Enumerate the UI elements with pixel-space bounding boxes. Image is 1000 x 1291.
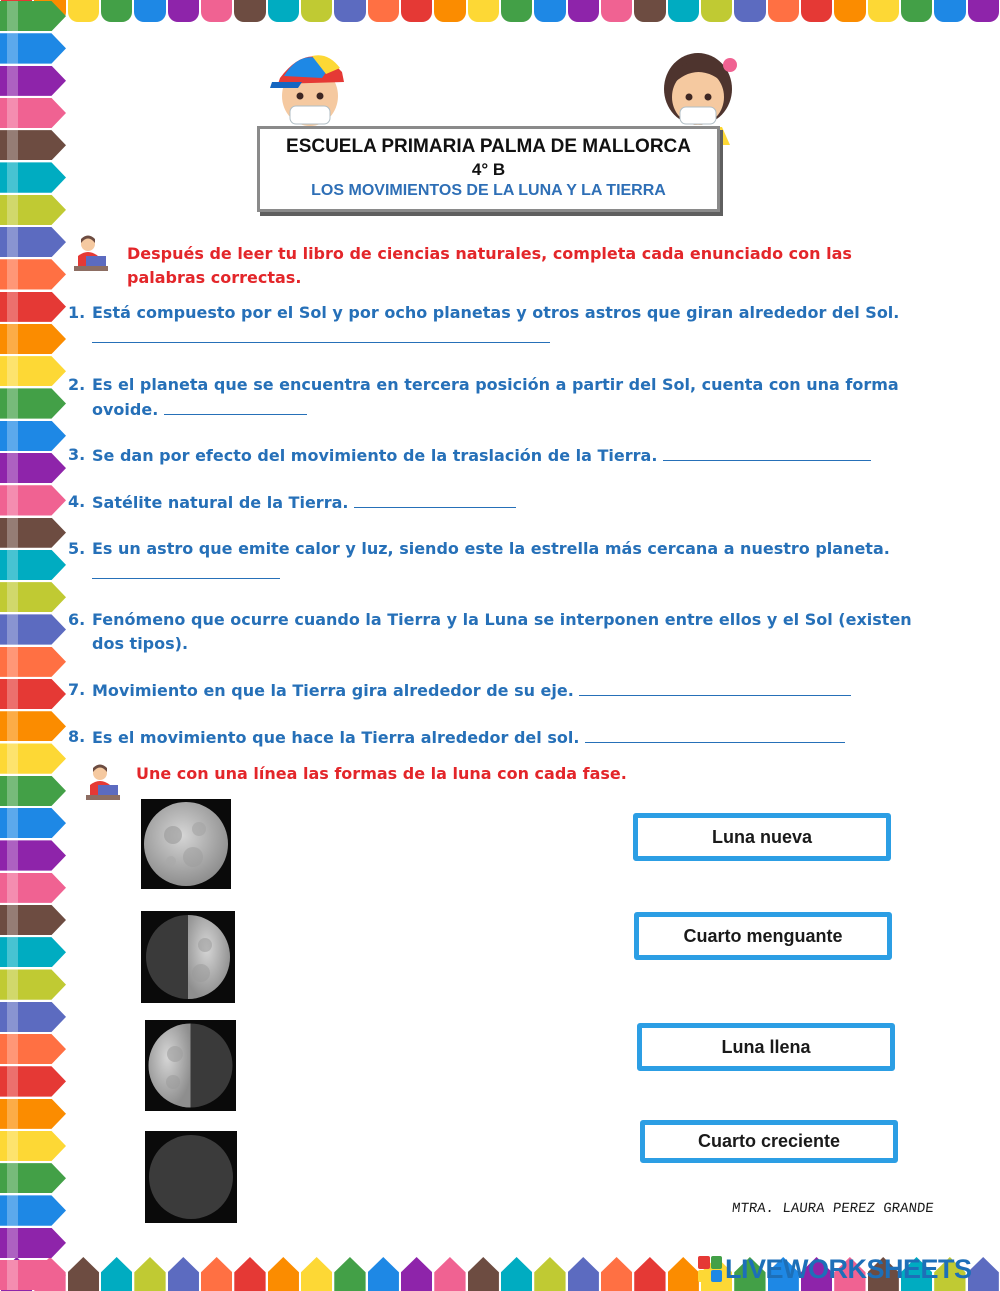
pencil-decoration [0,873,66,903]
pencil-decoration [101,1257,132,1291]
pencil-decoration [0,33,66,63]
pencil-decoration [0,421,66,451]
phase-box-luna-nueva[interactable]: Luna nueva [633,813,891,861]
pencil-decoration [68,0,99,22]
title-box [257,126,720,212]
pencil-decoration [368,1257,399,1291]
pencil-decoration [0,1195,66,1225]
question-text: Se dan por efecto del movimiento de la traslación de la Tierra. [92,446,658,465]
pencil-decoration [0,162,66,192]
worksheet-topic: LOS MOVIMIENTOS DE LA LUNA Y LA TIERRA [311,182,666,199]
pencil-decoration [0,1066,66,1096]
question-3 [68,443,928,468]
pencil-decoration [0,776,66,806]
author-signature: MTRA. LAURA PEREZ GRANDE [731,1201,935,1217]
pencil-decoration [134,1257,165,1291]
reading-student-icon [74,234,108,272]
pencil-decoration [0,1099,66,1129]
pencil-decoration [0,937,66,967]
pencil-decoration [0,1260,66,1290]
question-text: Es un astro que emite calor y luz, siendo este la estrella más cercana a nuestro planeta. [92,539,890,558]
pencil-decoration [0,324,66,354]
pencil-decoration [134,0,165,22]
pencil-decoration [168,1257,199,1291]
pencil-decoration [0,388,66,418]
pencil-decoration [0,1002,66,1032]
pencil-decoration [401,0,432,22]
pencil-decoration [234,0,265,22]
pencil-decoration [768,0,799,22]
pencil-decoration [501,1257,532,1291]
pencil-decoration [434,0,465,22]
question-number: 6. [68,610,86,629]
pencil-decoration [0,98,66,128]
pencil-decoration [368,0,399,22]
question-text: Satélite natural de la Tierra. [92,493,349,512]
question-6 [68,608,928,656]
pencil-decoration [0,1034,66,1064]
pencil-decoration [0,808,66,838]
pencil-decoration [334,1257,365,1291]
pencil-decoration [0,1228,66,1258]
pencil-decoration [0,840,66,870]
question-5 [68,537,928,586]
answer-blank-7[interactable] [579,678,851,696]
pencil-decoration [0,679,66,709]
question-number: 7. [68,680,86,699]
moon-new-image[interactable] [145,1131,237,1223]
pencil-decoration [0,259,66,289]
reading-student-icon [86,763,120,801]
question-number: 3. [68,445,86,464]
pencil-decoration [468,1257,499,1291]
pencil-decoration [0,1131,66,1161]
liveworksheets-logo-icon [698,1256,722,1282]
question-number: 8. [68,727,86,746]
pencil-decoration [0,647,66,677]
instruction-part2: Une con una línea las formas de la luna con cada fase. [136,764,627,783]
pencil-decoration [0,518,66,548]
answer-blank-8[interactable] [585,725,845,743]
pencil-decoration [0,195,66,225]
phase-box-cuarto-menguante[interactable]: Cuarto menguante [634,912,892,960]
pencil-decoration [334,0,365,22]
pencil-decoration [268,0,299,22]
question-1 [68,301,928,350]
pencil-decoration [801,0,832,22]
pencil-decoration [534,0,565,22]
question-text: Fenómeno que ocurre cuando la Tierra y la Luna se interponen entre ellos y el Sol (existen dos tipos). [92,610,912,653]
pencil-decoration [601,1257,632,1291]
question-text: Es el planeta que se encuentra en tercera posición a partir del Sol, cuenta con una forma ovoide. [92,375,899,419]
grade-label: 4° B [471,160,506,179]
question-4 [68,490,928,515]
pencil-decoration [834,0,865,22]
pencil-decoration [268,1257,299,1291]
pencil-decoration [734,0,765,22]
question-8 [68,725,928,750]
pencil-decoration [701,0,732,22]
pencil-decoration [0,66,66,96]
pencil-decoration [601,0,632,22]
pencil-decoration [0,711,66,741]
pencil-decoration [0,614,66,644]
pencil-decoration [634,1257,665,1291]
pencil-border-top [0,0,1000,22]
phase-box-cuarto-creciente[interactable]: Cuarto creciente [640,1120,898,1163]
pencil-decoration [0,550,66,580]
pencil-border-left [0,0,66,1291]
pencil-decoration [301,1257,332,1291]
brand-name: LIVEWORKSHEETS [725,1253,972,1284]
phase-box-luna-llena[interactable]: Luna llena [637,1023,895,1071]
pencil-decoration [0,969,66,999]
pencil-decoration [0,1,66,31]
pencil-decoration [0,905,66,935]
pencil-decoration [0,292,66,322]
pencil-decoration [434,1257,465,1291]
answer-blank-1[interactable] [92,325,550,343]
question-number: 5. [68,539,86,558]
pencil-decoration [234,1257,265,1291]
answer-blank-2[interactable] [164,397,307,415]
pencil-decoration [534,1257,565,1291]
pencil-decoration [0,582,66,612]
question-2 [68,373,928,422]
pencil-decoration [0,130,66,160]
pencil-decoration [501,0,532,22]
pencil-decoration [0,356,66,386]
pencil-decoration [468,0,499,22]
moon-full-image[interactable] [141,799,231,889]
pencil-decoration [0,1163,66,1193]
pencil-decoration [68,1257,99,1291]
liveworksheets-brand [698,1254,972,1284]
question-number: 2. [68,375,86,394]
pencil-decoration [668,0,699,22]
pencil-decoration [168,0,199,22]
pencil-decoration [101,0,132,22]
pencil-decoration [201,1257,232,1291]
school-name: ESCUELA PRIMARIA PALMA DE MALLORCA [286,136,691,157]
pencil-decoration [868,0,899,22]
question-number: 4. [68,492,86,511]
answer-blank-5[interactable] [92,561,280,579]
answer-blank-3[interactable] [663,443,871,461]
pencil-decoration [0,743,66,773]
question-text: Es el movimiento que hace la Tierra alrededor del sol. [92,728,580,747]
pencil-decoration [568,1257,599,1291]
pencil-decoration [568,0,599,22]
pencil-decoration [301,0,332,22]
question-number: 1. [68,303,86,322]
pencil-decoration [0,453,66,483]
pencil-border-right [940,0,1000,1291]
pencil-decoration [0,485,66,515]
moon-half-left-lit-image[interactable] [145,1020,236,1111]
pencil-decoration [0,227,66,257]
pencil-decoration [668,1257,699,1291]
pencil-decoration [201,0,232,22]
pencil-decoration [634,0,665,22]
question-text: Movimiento en que la Tierra gira alrededor de su eje. [92,681,574,700]
pencil-decoration [901,0,932,22]
moon-half-right-lit-image[interactable] [141,911,235,1003]
answer-blank-4[interactable] [354,490,516,508]
pencil-decoration [401,1257,432,1291]
question-7 [68,678,928,703]
instruction-part1: Después de leer tu libro de ciencias naturales, completa cada enunciado con las palabras correctas. [127,244,852,287]
question-text: Está compuesto por el Sol y por ocho planetas y otros astros que giran alrededor del Sol. [92,303,900,322]
boy-illustration [262,38,357,138]
